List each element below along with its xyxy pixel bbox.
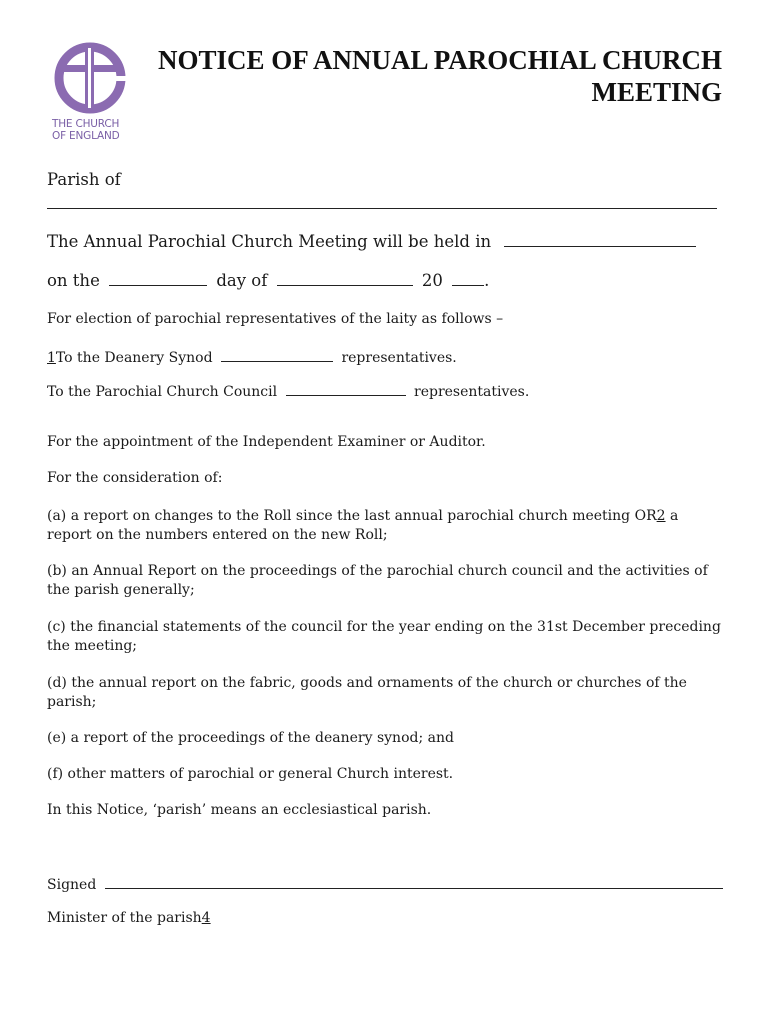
on-the-label: on the [47,271,100,290]
minister-label: Minister of the parish [47,910,202,926]
parish-definition: In this Notice, ‘parish’ means an ecclesiastical parish. [47,802,432,818]
year-prefix: 20 [421,271,443,290]
page-title [122,44,722,108]
pcc-count-field[interactable] [286,381,406,396]
deanery-label: To the Deanery Synod [55,350,213,366]
date-period: . [484,271,490,290]
day-field[interactable] [109,271,207,286]
signature-field[interactable] [105,874,723,889]
deanery-suffix: representatives. [341,350,457,366]
item-c: (c) the financial statements of the council for the year ending on the 31st December preceding the meeting; [47,619,721,654]
meeting-date-line [47,271,489,290]
logo-text-line2: OF ENGLAND [52,130,120,142]
church-of-england-logo [52,42,132,142]
deanery-synod-line [47,347,457,366]
footnote-2[interactable]: 2 [656,508,666,524]
pcc-line [47,381,529,400]
item-a [47,507,727,545]
item-a-text-cont: a report on the numbers entered on the new Roll; [47,508,679,543]
meeting-line-text: The Annual Parochial Church Meeting will be held in [47,232,492,251]
appointment-text: For the appointment of the Independent Examiner or Auditor. [47,434,486,450]
deanery-count-field[interactable] [221,347,333,362]
title-line2: MEETING [591,77,722,107]
item-b: (b) an Annual Report on the proceedings of the parochial church council and the activities of the parish generally; [47,563,708,598]
meeting-location-line [47,232,696,251]
meeting-location-field[interactable] [504,232,696,247]
signed-label: Signed [47,877,97,893]
footnote-1[interactable]: 1 [47,350,56,366]
logo-text-line1: THE CHURCH [52,118,120,130]
signed-line [47,874,723,893]
election-intro: For election of parochial representatives of the laity as follows – [47,311,504,327]
footnote-4[interactable]: 4 [201,910,211,926]
item-d: (d) the annual report on the fabric, goods and ornaments of the church or churches of the parish; [47,675,687,710]
church-cross-logo-icon [54,42,130,114]
pcc-label: To the Parochial Church Council [47,384,278,400]
item-a-text: (a) a report on changes to the Roll since the last annual parochial church meeting OR [47,508,657,524]
title-line1: NOTICE OF ANNUAL PAROCHIAL CHURCH [157,45,722,75]
minister-line [47,910,211,926]
parish-label: Parish of [47,170,121,189]
item-e: (e) a report of the proceedings of the deanery synod; and [47,730,454,746]
pcc-suffix: representatives. [414,384,530,400]
item-f: (f) other matters of parochial or general Church interest. [47,766,454,782]
year-field[interactable] [452,271,484,286]
consideration-intro: For the consideration of: [47,470,223,486]
day-of-label: day of [216,271,268,290]
parish-name-field[interactable] [47,208,717,209]
month-field[interactable] [277,271,413,286]
